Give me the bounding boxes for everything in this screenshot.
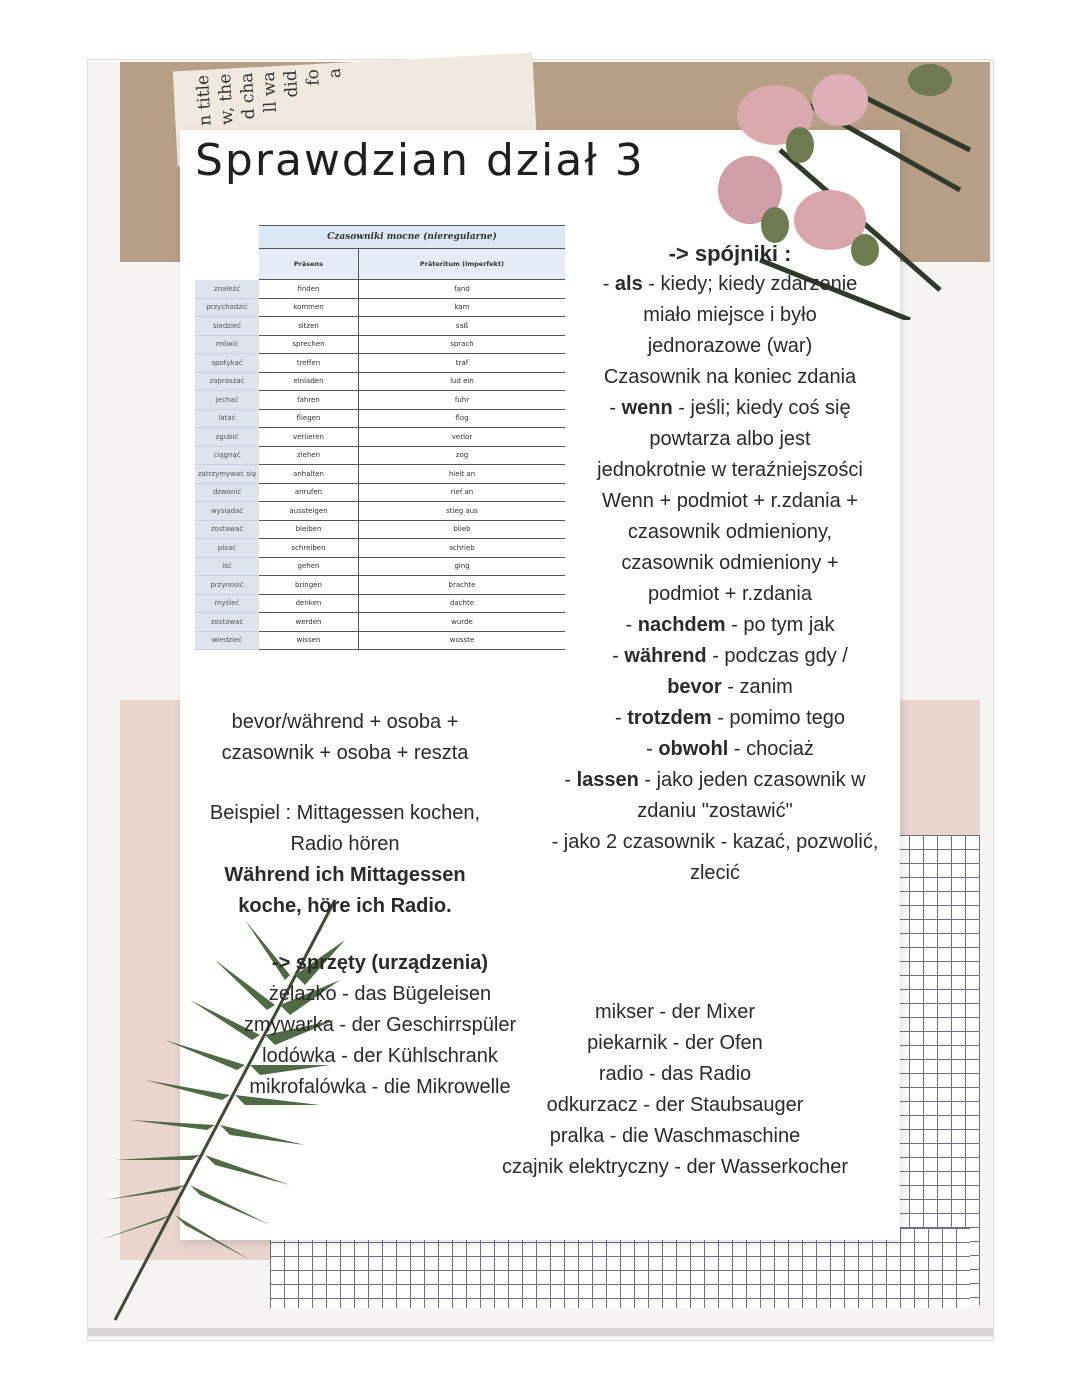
device-item: mikser - der Mixer bbox=[594, 1001, 755, 1023]
rule-line-1: bevor/während + osoba + bbox=[231, 711, 459, 733]
verb-praeteritum: traf bbox=[358, 354, 565, 373]
verb-praesens: werden bbox=[259, 613, 358, 632]
verb-praesens: anrufen bbox=[259, 483, 358, 502]
device-item: odkurzacz - der Staubsauger bbox=[546, 1094, 804, 1116]
devices-heading: -> sprzęty (urządzenia) bbox=[271, 952, 489, 974]
als-definition: - kiedy; kiedy zdarzenie bbox=[642, 273, 858, 295]
verb-praeteritum: fuhr bbox=[358, 391, 565, 410]
device-item: żelazko - das Bügeleisen bbox=[268, 983, 492, 1005]
wenn-rule-1: Wenn + podmiot + r.zdania + bbox=[602, 490, 858, 512]
verb-polish: zgubić bbox=[195, 428, 259, 447]
verb-praeteritum: kam bbox=[358, 298, 565, 317]
trotzdem-definition: - pomimo tego bbox=[711, 707, 846, 729]
trotzdem-term: trotzdem bbox=[627, 707, 712, 729]
rule-line-2: czasownik + osoba + reszta bbox=[221, 742, 469, 764]
verb-praeteritum: schrieb bbox=[358, 539, 565, 558]
example-block bbox=[195, 798, 495, 922]
verb-praesens: bleiben bbox=[259, 520, 358, 539]
lassen-definition-4: zlecić bbox=[689, 862, 740, 884]
als-definition-2: miało miejsce i było bbox=[643, 304, 817, 326]
verb-praeteritum: ging bbox=[358, 557, 565, 576]
example-bold-1: Während ich Mittagessen bbox=[224, 864, 466, 886]
obwohl-entry: - obwohl - chociaż bbox=[646, 738, 814, 760]
lassen-definition: - jako jeden czasownik w bbox=[638, 769, 866, 791]
verb-praesens: wissen bbox=[259, 631, 358, 650]
verb-praesens: fliegen bbox=[259, 409, 358, 428]
device-item: lodówka - der Kühlschrank bbox=[262, 1045, 498, 1067]
lassen-section bbox=[535, 765, 895, 889]
wenn-entry bbox=[565, 393, 895, 424]
newspaper-text: did bbox=[280, 69, 303, 98]
obwohl-term: obwohl bbox=[658, 738, 729, 760]
verb-polish: ciągnąć bbox=[195, 446, 259, 465]
newspaper-text: fo bbox=[302, 68, 324, 87]
device-item: radio - das Radio bbox=[598, 1063, 752, 1085]
verb-praeteritum: lud ein bbox=[358, 372, 565, 391]
als-definition-3: jednorazowe (war) bbox=[647, 335, 813, 357]
verb-praesens: ziehen bbox=[259, 446, 358, 465]
verb-praeteritum: saß bbox=[358, 317, 565, 336]
table-row bbox=[195, 613, 565, 632]
verb-praesens: schreiben bbox=[259, 539, 358, 558]
table-caption: Czasowniki mocne (nieregularne) bbox=[259, 226, 565, 249]
verb-polish: latać bbox=[195, 409, 259, 428]
lassen-definition-3: - jako 2 czasownik - kazać, pozwolić, bbox=[551, 831, 879, 853]
verb-polish: znaleźć bbox=[195, 280, 259, 299]
table-row bbox=[195, 557, 565, 576]
bevor-entry bbox=[565, 672, 895, 703]
verb-polish: zatrzymywać się bbox=[195, 465, 259, 484]
spojniki-heading: -> spójniki : bbox=[668, 241, 792, 266]
wenn-definition-2: powtarza albo jest bbox=[649, 428, 811, 450]
device-item: piekarnik - der Ofen bbox=[587, 1032, 763, 1054]
table-corner bbox=[195, 249, 259, 280]
device-item: zmywarka - der Geschirrspüler bbox=[243, 1014, 517, 1036]
verb-praeteritum: fand bbox=[358, 280, 565, 299]
verb-praesens: verlieren bbox=[259, 428, 358, 447]
verb-polish: spotykać bbox=[195, 354, 259, 373]
table-row bbox=[195, 409, 565, 428]
verb-polish: myśleć bbox=[195, 594, 259, 613]
verb-praesens: kommen bbox=[259, 298, 358, 317]
nachdem-definition: - po tym jak bbox=[725, 614, 835, 636]
verb-polish: iść bbox=[195, 557, 259, 576]
page-title: Sprawdzian dział 3 bbox=[195, 135, 645, 186]
grid-paper-bottom bbox=[270, 1228, 970, 1308]
wenn-definition: - jeśli; kiedy coś się bbox=[672, 397, 851, 419]
verb-praeteritum: stieg aus bbox=[358, 502, 565, 521]
table-row bbox=[195, 354, 565, 373]
als-term: als bbox=[614, 273, 643, 295]
table-row bbox=[195, 446, 565, 465]
table-row bbox=[195, 280, 565, 299]
nachdem-entry: - nachdem - po tym jak bbox=[625, 614, 835, 636]
lassen-definition-2: zdaniu "zostawić" bbox=[637, 800, 793, 822]
wenn-definition-3: jednokrotnie w teraźniejszości bbox=[597, 459, 863, 481]
verb-praesens: anhalten bbox=[259, 465, 358, 484]
verb-praesens: sprechen bbox=[259, 335, 358, 354]
device-item: czajnik elektryczny - der Wasserkocher bbox=[501, 1156, 849, 1178]
wenn-term: wenn bbox=[621, 397, 673, 419]
verb-praesens: denken bbox=[259, 594, 358, 613]
table-row bbox=[195, 372, 565, 391]
table-row bbox=[195, 428, 565, 447]
bevor-term: bevor bbox=[667, 676, 722, 698]
example-line-1: Beispiel : Mittagessen kochen, bbox=[209, 802, 481, 824]
verb-polish: wysiadać bbox=[195, 502, 259, 521]
verb-polish: pisać bbox=[195, 539, 259, 558]
verb-polish: zostawać bbox=[195, 613, 259, 632]
table-row bbox=[195, 631, 565, 650]
verb-polish: wiedzieć bbox=[195, 631, 259, 650]
verb-praeteritum: hielt an bbox=[358, 465, 565, 484]
verb-praeteritum: dachte bbox=[358, 594, 565, 613]
column-header-praeteritum: Präteritum (Imperfekt) bbox=[358, 249, 565, 280]
wenn-rule-3: czasownik odmieniony + bbox=[621, 552, 839, 574]
newspaper-text: d cha bbox=[236, 72, 260, 120]
verb-polish: mówić bbox=[195, 335, 259, 354]
wenn-rule-2: czasownik odmieniony, bbox=[627, 521, 833, 543]
verb-table bbox=[195, 225, 565, 650]
table-row bbox=[195, 594, 565, 613]
device-item: mikrofalówka - die Mikrowelle bbox=[249, 1076, 511, 1098]
verb-polish: dzwonić bbox=[195, 483, 259, 502]
newspaper-text: ll wa bbox=[258, 70, 282, 113]
waehrend-definition: - podczas gdy / bbox=[706, 645, 848, 667]
verb-praesens: gehen bbox=[259, 557, 358, 576]
verb-praeteritum: verlor bbox=[358, 428, 565, 447]
verb-polish: przychodzić bbox=[195, 298, 259, 317]
devices-right bbox=[480, 997, 870, 1183]
newspaper-text: w, the bbox=[214, 73, 238, 126]
device-item: pralka - die Waschmaschine bbox=[549, 1125, 801, 1147]
newspaper-text: n title bbox=[192, 74, 216, 127]
verb-praesens: sitzen bbox=[259, 317, 358, 336]
verb-praeteritum: flog bbox=[358, 409, 565, 428]
example-bold-2: koche, höre ich Radio. bbox=[238, 895, 452, 917]
verb-polish: jechać bbox=[195, 391, 259, 410]
verb-praeteritum: zog bbox=[358, 446, 565, 465]
table-row bbox=[195, 391, 565, 410]
verb-polish: zostawać bbox=[195, 520, 259, 539]
wenn-rule-4: podmiot + r.zdania bbox=[648, 583, 812, 605]
verb-polish: siedzieć bbox=[195, 317, 259, 336]
table-row bbox=[195, 576, 565, 595]
verb-praesens: aussteigen bbox=[259, 502, 358, 521]
als-entry: - als - kiedy; kiedy zdarzenie bbox=[602, 273, 858, 295]
verb-polish: przynosić bbox=[195, 576, 259, 595]
verb-polish: zapraszać bbox=[195, 372, 259, 391]
verb-praeteritum: wusste bbox=[358, 631, 565, 650]
example-line-2: Radio hören bbox=[290, 833, 400, 855]
spojniki-section bbox=[565, 238, 895, 765]
verb-praesens: einladen bbox=[259, 372, 358, 391]
table-row bbox=[195, 335, 565, 354]
lassen-entry: - lassen - jako jeden czasownik w bbox=[564, 769, 866, 791]
wenn-dash: - bbox=[609, 397, 622, 419]
als-definition-4: Czasownik na koniec zdania bbox=[603, 366, 857, 388]
verb-praeteritum: wurde bbox=[358, 613, 565, 632]
nachdem-term: nachdem bbox=[637, 614, 726, 636]
waehrend-entry: - während - podczas gdy / bbox=[612, 645, 848, 667]
verb-praeteritum: rief an bbox=[358, 483, 565, 502]
verb-praeteritum: brachte bbox=[358, 576, 565, 595]
lassen-term: lassen bbox=[576, 769, 639, 791]
verb-praesens: finden bbox=[259, 280, 358, 299]
table-corner bbox=[195, 226, 259, 249]
verb-praesens: treffen bbox=[259, 354, 358, 373]
table-row bbox=[195, 465, 565, 484]
verb-praesens: fahren bbox=[259, 391, 358, 410]
verb-praesens: bringen bbox=[259, 576, 358, 595]
waehrend-term: während bbox=[624, 645, 707, 667]
newspaper-text: a bbox=[324, 67, 346, 79]
table-row bbox=[195, 298, 565, 317]
verb-table-body bbox=[195, 280, 565, 650]
table-row bbox=[195, 317, 565, 336]
bevor-definition: - zanim bbox=[721, 676, 793, 698]
trotzdem-entry: - trotzdem - pomimo tego bbox=[614, 707, 846, 729]
column-header-praesens: Präsens bbox=[259, 249, 358, 280]
table-row bbox=[195, 502, 565, 521]
table-row bbox=[195, 520, 565, 539]
verb-praeteritum: sprach bbox=[358, 335, 565, 354]
table-row bbox=[195, 539, 565, 558]
verb-praeteritum: blieb bbox=[358, 520, 565, 539]
table-row bbox=[195, 483, 565, 502]
obwohl-definition: - chociaż bbox=[728, 738, 814, 760]
word-order-rule bbox=[195, 707, 495, 769]
